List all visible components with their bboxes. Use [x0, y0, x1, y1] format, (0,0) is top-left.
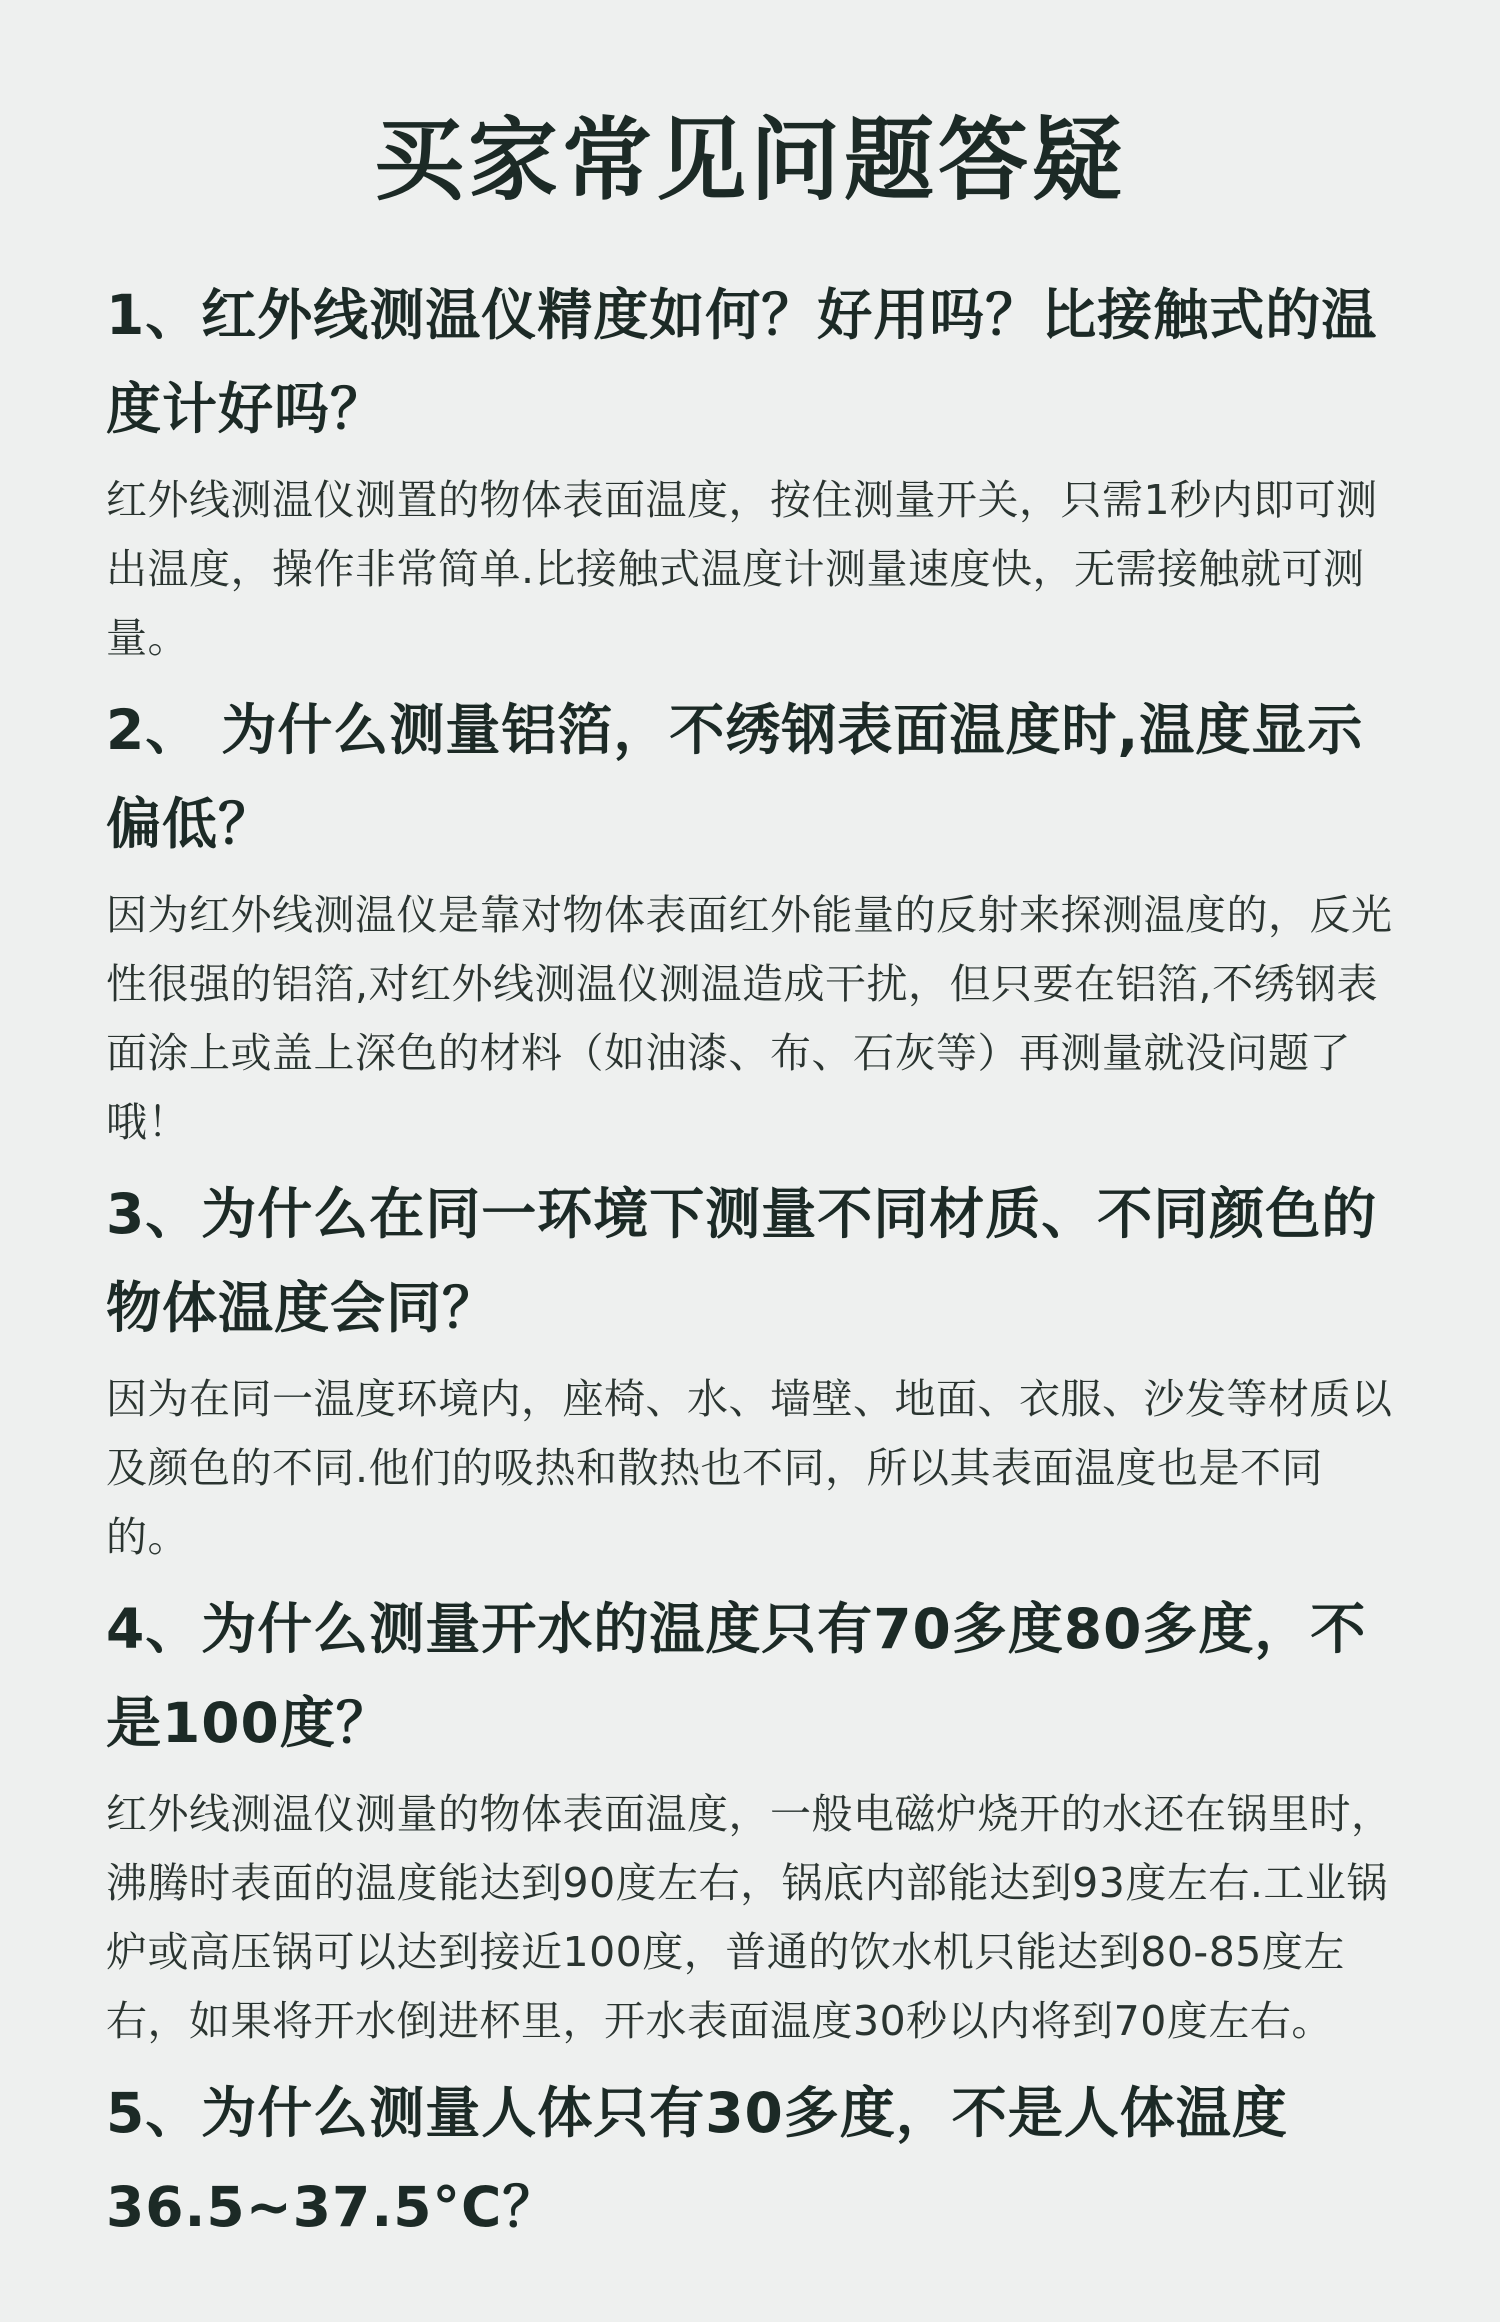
page-title: 买家常见问题答疑: [374, 108, 1126, 213]
faq-answer: 因为红外线测温仪是靠对物体表面红外能量的反射来探测温度的，反光性很强的铝箔,对红外线测温仪测温造成干扰，但只要在铝箔,不绣钢表面涂上或盖上深色的材料（如油漆、布、石灰等）再测量就没问题了哦！: [106, 891, 1393, 1146]
faq-item-4: [106, 1582, 1394, 2056]
faq-list: [106, 268, 1394, 2254]
faq-answer: 红外线测温仪测置的物体表面温度，按住测量开关，只需1秒内即可测出温度，操作非常简单.比接触式温度计测量速度快，无需接触就可测量。: [106, 476, 1378, 662]
faq-item-1: [106, 268, 1394, 673]
faq-item-3: [106, 1167, 1394, 1572]
faq-item-5: [106, 2066, 1394, 2254]
faq-question: 2、 为什么测量铝箔，不绣钢表面温度时,温度显示偏低？: [106, 698, 1364, 856]
faq-item-2: [106, 683, 1394, 1157]
faq-question: 5、为什么测量人体只有30多度，不是人体温度36.5~37.5°C？: [106, 2081, 1288, 2239]
faq-question: 1、红外线测温仪精度如何？好用吗？比接触式的温度计好吗？: [106, 283, 1378, 441]
faq-answer: 因为在同一温度环境内，座椅、水、墙壁、地面、衣服、沙发等材质以及颜色的不同.他们的吸热和散热也不同，所以其表面温度也是不同的。: [106, 1375, 1393, 1561]
faq-question: 3、为什么在同一环境下测量不同材质、不同颜色的物体温度会同？: [106, 1182, 1378, 1340]
faq-question: 4、为什么测量开水的温度只有70多度80多度，不是100度？: [106, 1597, 1367, 1755]
faq-answer: 红外线测温仪测量的物体表面温度，一般电磁炉烧开的水还在锅里时，沸腾时表面的温度能达到90度左右，锅底内部能达到93度左右.工业锅炉或高压锅可以达到接近100度，普通的饮水机只能达到80-85度左右，如果将开水倒进杯里，开水表面温度30秒以内将到70度左右。: [106, 1790, 1393, 2045]
